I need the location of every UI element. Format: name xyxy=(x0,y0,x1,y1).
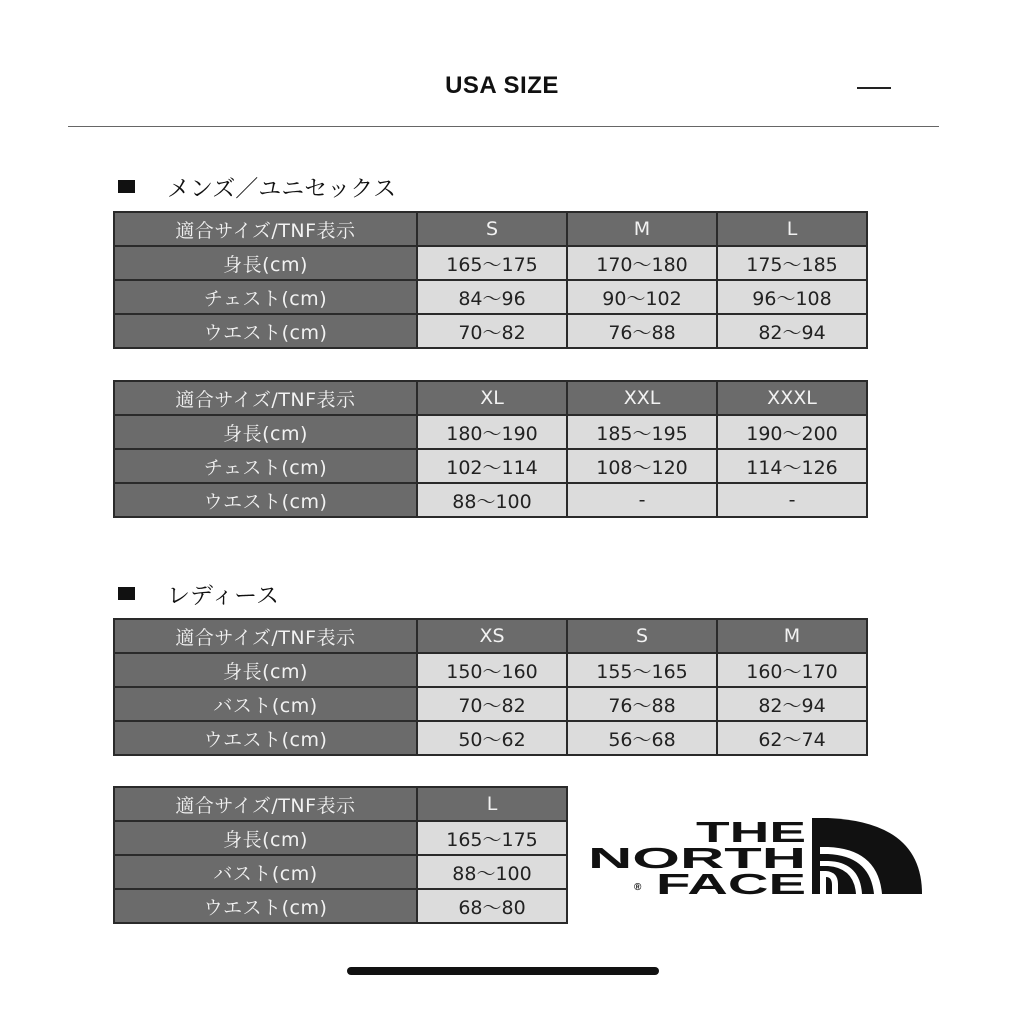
logo-text-face: FACE xyxy=(656,869,806,896)
value-cell: 150〜160 xyxy=(417,653,567,687)
row-label-cell: ウエスト(cm) xyxy=(114,889,417,923)
row-label-cell: 身長(cm) xyxy=(114,821,417,855)
row-label-cell: バスト(cm) xyxy=(114,687,417,721)
header-label-cell: 適合サイズ/TNF表示 xyxy=(114,787,417,821)
value-cell: 82〜94 xyxy=(717,687,867,721)
size-header-cell: S xyxy=(417,212,567,246)
value-cell: 155〜165 xyxy=(567,653,717,687)
logo-registered-mark: ® xyxy=(634,882,642,893)
table-header-row xyxy=(114,619,867,653)
table-row xyxy=(114,721,867,755)
row-label-cell: ウエスト(cm) xyxy=(114,721,417,755)
size-header-cell: S xyxy=(567,619,717,653)
value-cell: - xyxy=(717,483,867,517)
row-label-cell: 身長(cm) xyxy=(114,415,417,449)
value-cell: 175〜185 xyxy=(717,246,867,280)
size-header-cell: XS xyxy=(417,619,567,653)
table-header-row xyxy=(114,787,567,821)
value-cell: 62〜74 xyxy=(717,721,867,755)
size-header-cell: M xyxy=(717,619,867,653)
value-cell: 76〜88 xyxy=(567,314,717,348)
value-cell: 90〜102 xyxy=(567,280,717,314)
section-title-ladies xyxy=(118,577,279,610)
mens-size-table-2 xyxy=(113,380,868,518)
value-cell: 180〜190 xyxy=(417,415,567,449)
size-header-cell: XXXL xyxy=(717,381,867,415)
table-row xyxy=(114,687,867,721)
value-cell: 88〜100 xyxy=(417,855,567,889)
home-indicator[interactable] xyxy=(347,967,659,975)
table-header-row xyxy=(114,381,867,415)
value-cell: 108〜120 xyxy=(567,449,717,483)
logo-text-north: NORTH xyxy=(588,843,806,875)
value-cell: 56〜68 xyxy=(567,721,717,755)
table-row xyxy=(114,855,567,889)
section-title-text: メンズ／ユニセックス xyxy=(167,176,397,202)
header-label-cell: 適合サイズ/TNF表示 xyxy=(114,212,417,246)
size-header-cell: L xyxy=(417,787,567,821)
close-icon[interactable] xyxy=(857,87,891,89)
square-bullet-icon xyxy=(118,587,135,600)
row-label-cell: 身長(cm) xyxy=(114,653,417,687)
page-title: USA SIZE xyxy=(445,72,559,99)
header-label-cell: 適合サイズ/TNF表示 xyxy=(114,619,417,653)
table-row xyxy=(114,280,867,314)
value-cell: 165〜175 xyxy=(417,246,567,280)
value-cell: 50〜62 xyxy=(417,721,567,755)
row-label-cell: チェスト(cm) xyxy=(114,280,417,314)
value-cell: 190〜200 xyxy=(717,415,867,449)
value-cell: - xyxy=(567,483,717,517)
value-cell: 96〜108 xyxy=(717,280,867,314)
header-divider xyxy=(68,126,939,127)
row-label-cell: 身長(cm) xyxy=(114,246,417,280)
size-header-cell: M xyxy=(567,212,717,246)
value-cell: 68〜80 xyxy=(417,889,567,923)
row-label-cell: チェスト(cm) xyxy=(114,449,417,483)
table-row xyxy=(114,314,867,348)
value-cell: 165〜175 xyxy=(417,821,567,855)
logo-text-the: THE xyxy=(696,818,806,849)
size-header-cell: L xyxy=(717,212,867,246)
table-row xyxy=(114,246,867,280)
value-cell: 70〜82 xyxy=(417,314,567,348)
square-bullet-icon xyxy=(118,180,135,193)
section-title-mens xyxy=(118,170,396,203)
table-row xyxy=(114,415,867,449)
table-row xyxy=(114,821,567,855)
size-header-cell: XL xyxy=(417,381,567,415)
table-header-row xyxy=(114,212,867,246)
value-cell: 88〜100 xyxy=(417,483,567,517)
table-row xyxy=(114,483,867,517)
row-label-cell: ウエスト(cm) xyxy=(114,314,417,348)
table-row xyxy=(114,653,867,687)
value-cell: 84〜96 xyxy=(417,280,567,314)
section-title-text: レディース xyxy=(167,583,280,609)
row-label-cell: ウエスト(cm) xyxy=(114,483,417,517)
the-north-face-logo xyxy=(588,818,922,896)
value-cell: 170〜180 xyxy=(567,246,717,280)
value-cell: 102〜114 xyxy=(417,449,567,483)
table-row xyxy=(114,889,567,923)
value-cell: 160〜170 xyxy=(717,653,867,687)
value-cell: 114〜126 xyxy=(717,449,867,483)
value-cell: 82〜94 xyxy=(717,314,867,348)
ladies-size-table-2 xyxy=(113,786,568,924)
header-label-cell: 適合サイズ/TNF表示 xyxy=(114,381,417,415)
ladies-size-table-1 xyxy=(113,618,868,756)
half-dome-icon xyxy=(812,818,922,894)
value-cell: 76〜88 xyxy=(567,687,717,721)
mens-size-table-1 xyxy=(113,211,868,349)
row-label-cell: バスト(cm) xyxy=(114,855,417,889)
table-row xyxy=(114,449,867,483)
value-cell: 70〜82 xyxy=(417,687,567,721)
size-header-cell: XXL xyxy=(567,381,717,415)
value-cell: 185〜195 xyxy=(567,415,717,449)
